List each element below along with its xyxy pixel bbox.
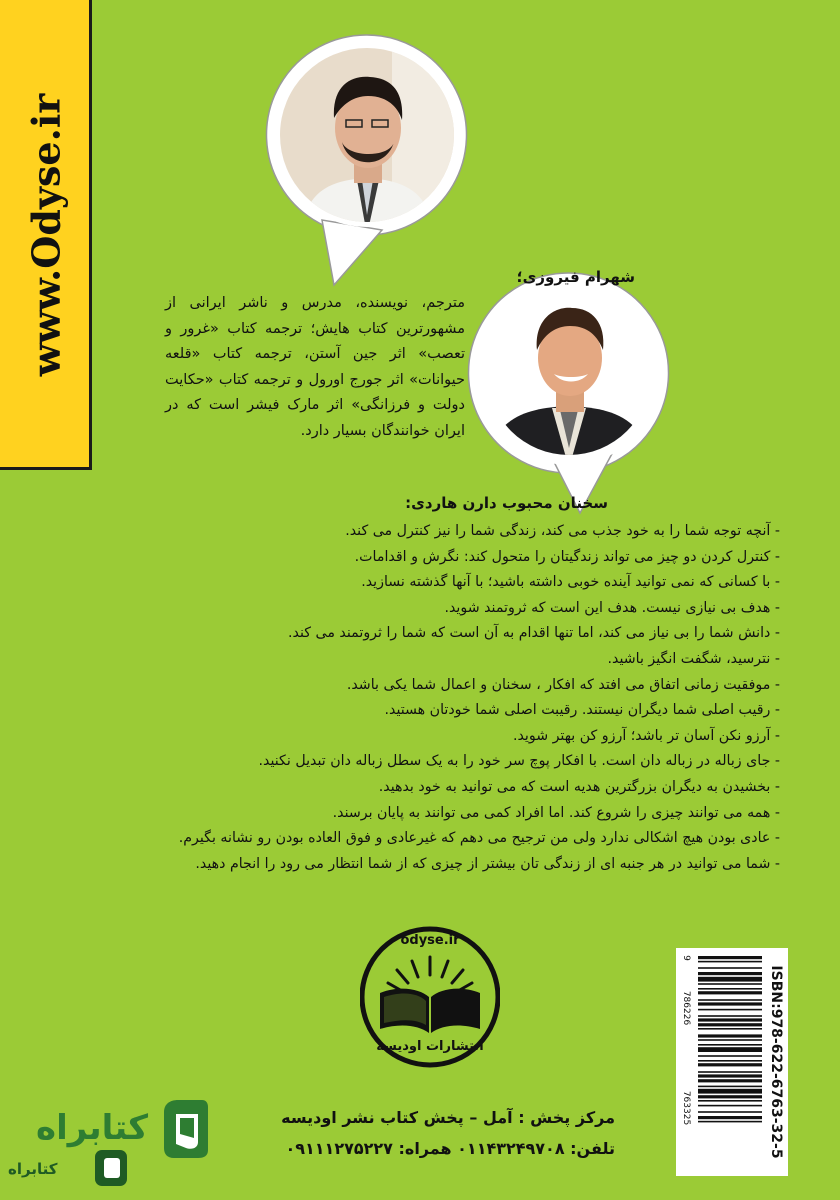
quotes-title: سخنان محبوب دارن هاردی: bbox=[405, 494, 608, 512]
barcode-bar bbox=[698, 1009, 762, 1011]
translator-photo-bubble bbox=[262, 30, 472, 290]
barcode-bar bbox=[698, 1034, 762, 1037]
barcode-bar bbox=[698, 988, 762, 990]
barcode-bar bbox=[698, 1023, 762, 1026]
quote-item: - آرزو نکن آسان تر باشد؛ آرزو کن بهتر شوید. bbox=[512, 727, 780, 744]
barcode-bar bbox=[698, 1018, 762, 1021]
quote-item: - دانش شما را بی نیاز می کند، اما تنها اقدام به آن است که شما را ثروتمند می کند. bbox=[288, 625, 780, 642]
quote-item: - همه می توانند چیزی را شروع کند. اما افراد کمی می توانند به پایان برسند. bbox=[332, 804, 780, 821]
barcode-bar bbox=[698, 1095, 762, 1098]
distribution-center: مرکز پخش : آمل – پخش کتاب نشر اودیسه bbox=[281, 1108, 615, 1127]
publisher-logo bbox=[360, 925, 500, 1075]
quote-item: - نترسید، شگفت انگیز باشید. bbox=[607, 650, 780, 667]
speech-bubble-icon bbox=[262, 30, 472, 290]
barcode-bar bbox=[698, 1100, 762, 1102]
barcode-bar bbox=[698, 1071, 762, 1073]
quote-item: - هدف بی نیازی نیست. هدف این است که ثروتمند شوید. bbox=[444, 599, 780, 616]
ketabrah-small-icon bbox=[93, 1148, 129, 1188]
barcode-bar bbox=[698, 961, 762, 963]
barcode-digit-left: 9 bbox=[681, 955, 691, 961]
barcode-bar bbox=[698, 1015, 762, 1017]
sunburst-icon bbox=[388, 957, 472, 991]
quote-item: - موفقیت زمانی اتفاق می افتد که افکار ، سخنان و اعمال شما یکی باشد. bbox=[346, 676, 780, 693]
barcode-bar bbox=[698, 991, 762, 994]
publisher-name: انتشارات اودیسه bbox=[376, 1039, 484, 1054]
quote-item: - شما می توانید در هر جنبه ای از زندگی تان بیشتر از چیزی که از شما انتظار می رود را انجام دهید. bbox=[195, 855, 780, 872]
barcode-bar bbox=[698, 1105, 762, 1107]
isbn-number: ISBN:978-622-6763-32-5 bbox=[768, 965, 784, 1159]
barcode-bar bbox=[698, 1116, 762, 1119]
quote-item: - جای زباله در زباله دان است. با افکار پوچ سر خود را به یک سطل زباله دان تبدیل نکنید. bbox=[258, 753, 780, 770]
quote-item: - رقیب اصلی شما دیگران نیستند. رقیبت اصلی شما خودتان هستید. bbox=[384, 702, 780, 719]
quote-item: - با کسانی که نمی توانید آینده خوبی داشته باشید؛ با آنها گذشته نسازید. bbox=[361, 574, 780, 591]
barcode-bar bbox=[698, 1044, 762, 1046]
contact-phones: تلفن: ۰۱۱۴۳۲۴۹۷۰۸ همراه: ۰۹۱۱۱۲۷۵۲۲۷ bbox=[285, 1139, 615, 1158]
barcode-bar bbox=[698, 1111, 762, 1113]
quotes-list bbox=[70, 519, 780, 877]
translator-name: شهرام فیروزی؛ bbox=[516, 268, 635, 286]
barcode-bar bbox=[698, 967, 762, 969]
barcode-bar bbox=[698, 1060, 762, 1062]
barcode-bar bbox=[698, 1002, 762, 1005]
barcode-digits-middle: 786226 bbox=[681, 990, 691, 1026]
barcode-digits-right: 763325 bbox=[681, 1090, 691, 1126]
quote-item: - عادی بودن هیچ اشکالی ندارد ولی من ترجیح می دهم که غیرعادی و فوق العاده بودن رو نشانه بگیرم. bbox=[178, 830, 780, 847]
barcode-bar bbox=[698, 1121, 762, 1123]
barcode-bar bbox=[698, 1028, 762, 1030]
website-url: www.Odyse.ir bbox=[23, 93, 69, 377]
barcode-bar bbox=[698, 956, 762, 959]
barcode-bar bbox=[698, 977, 762, 982]
quote-item: - بخشیدن به دیگران بزرگترین هدیه است که می توانید به خود بدهید. bbox=[378, 778, 780, 795]
logo-url: odyse.ir bbox=[400, 933, 460, 948]
ketabrah-logo-icon bbox=[156, 1098, 210, 1160]
watermark-brand-small: کتابراه bbox=[8, 1160, 58, 1178]
website-strip bbox=[0, 0, 92, 470]
speech-bubble-icon bbox=[464, 268, 674, 518]
barcode-bar bbox=[698, 972, 762, 975]
barcode-bar bbox=[698, 1086, 762, 1088]
barcode-bar bbox=[698, 1063, 762, 1066]
author-photo-bubble bbox=[464, 268, 674, 518]
quote-item: - کنترل کردن دو چیز می تواند زندگیتان را متحول کند: نگرش و اقدامات. bbox=[354, 548, 780, 565]
watermark-brand: کتابراه bbox=[36, 1108, 149, 1148]
open-book-icon bbox=[380, 989, 480, 1033]
barcode-bar bbox=[698, 1089, 762, 1094]
barcode-bar bbox=[698, 983, 762, 985]
barcode-bar bbox=[698, 1074, 762, 1077]
barcode-bar bbox=[698, 1055, 762, 1057]
barcode-bar bbox=[698, 1039, 762, 1041]
barcode-bar bbox=[698, 999, 762, 1001]
barcode-bar bbox=[698, 1047, 762, 1052]
quote-item: - آنچه توجه شما را به خود جذب می کند، زندگی شما را نیز کنترل می کند. bbox=[345, 523, 780, 539]
translator-bio: مترجم، نویسنده، مدرس و ناشر ایرانی از مشهورترین کتاب هایش؛ ترجمه کتاب «غرور و تعصب» اثر جین آستن، ترجمه کتاب «قلعه حیوانات» اثر جورج اورول و ترجمه کتاب «حکایت دولت و فرزانگی» اثر مارک فیشر است که در ایران خوانندگان بسیار دارد. bbox=[165, 295, 465, 439]
barcode-bar bbox=[698, 1079, 762, 1082]
